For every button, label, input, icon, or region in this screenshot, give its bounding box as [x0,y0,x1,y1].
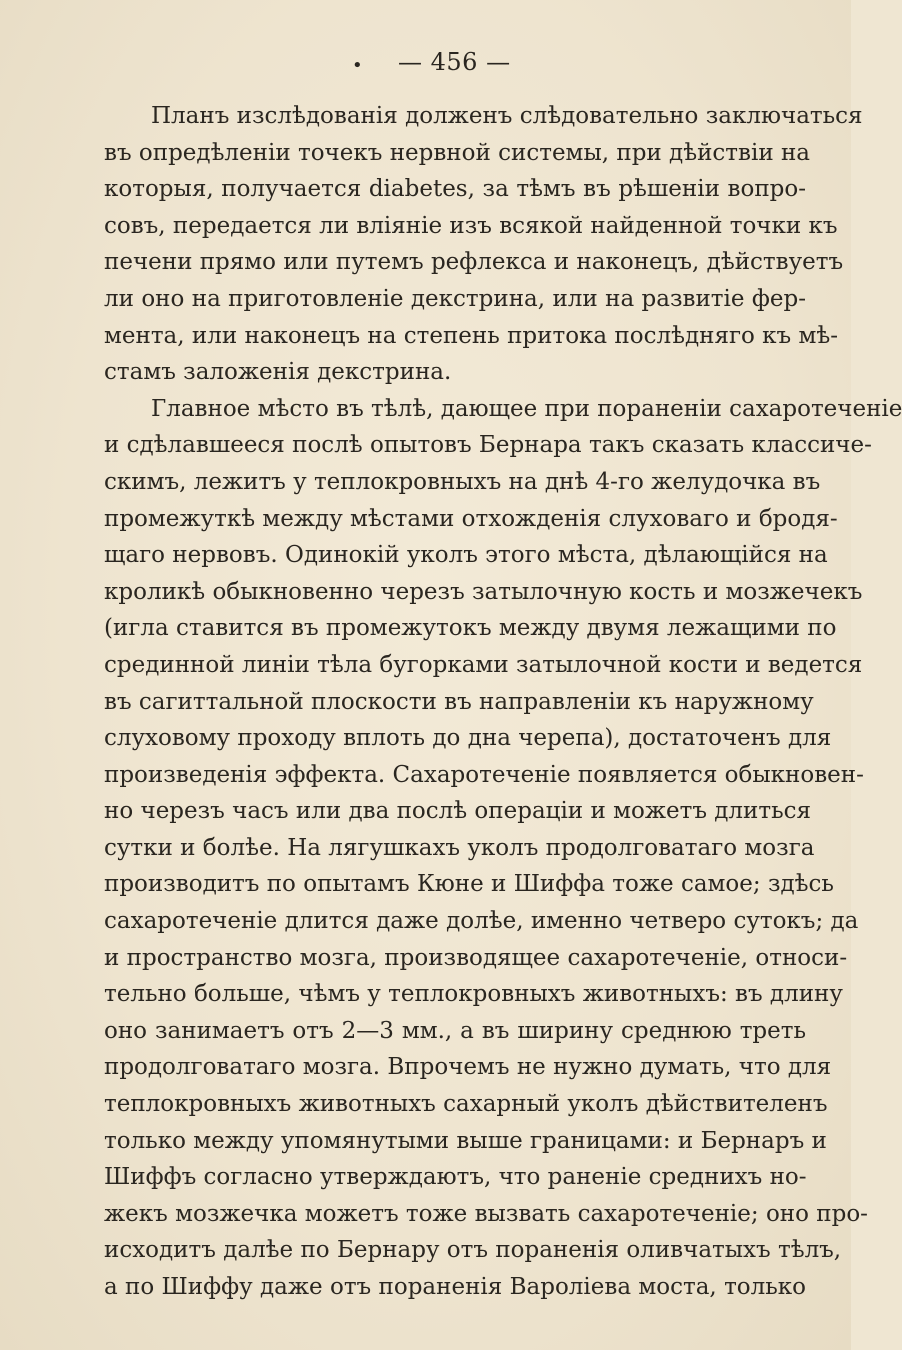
text-line: тельно больше, чѣмъ у теплокровныхъ животныхъ: въ длину [104,981,843,1008]
text-line: исходитъ далѣе по Бернару отъ пораненія оливчатыхъ тѣлъ, [104,1237,842,1264]
text-line: промежуткѣ между мѣстами отхожденія слуховаго и бродя- [104,505,838,532]
paragraph [104,98,863,391]
text-line: срединной линіи тѣла бугорками затылочной кости и ведется [104,651,863,678]
text-line: производитъ по опытамъ Кюне и Шиффа тоже самое; здѣсь [104,871,834,898]
text-line: совъ, передается ли вліяніе изъ всякой найденной точки къ [104,212,838,239]
text-line: сахаротеченіе длится даже долѣе, именно четверо сутокъ; да [104,908,859,935]
paragraph [104,391,902,1306]
text-line: но черезъ часъ или два послѣ операціи и можетъ длиться [104,798,812,825]
body-text [104,98,902,1306]
text-line: и сдѣлавшееся послѣ опытовъ Бернара такъ сказать классиче- [104,432,872,459]
text-line: кроликѣ обыкновенно черезъ затылочную кость и мозжечекъ [104,578,863,605]
text-line: которыя, получается diabetes, за тѣмъ въ рѣшеніи вопро- [104,176,806,203]
text-line: скимъ, лежитъ у теплокровныхъ на днѣ 4-го желудочка въ [104,468,821,495]
text-line: ли оно на приготовленіе декстрина, или на развитіе фер- [104,285,806,312]
text-line: (игла ставится въ промежутокъ между двумя лежащими по [104,615,837,642]
text-line: въ сагиттальной плоскости въ направленіи къ наружному [104,688,814,715]
page-dot-mark: • [352,55,363,76]
text-line: Главное мѣсто въ тѣлѣ, дающее при пораненіи сахаротеченіе [151,395,902,422]
text-line: стамъ заложенія декстрина. [104,359,452,386]
text-line: Шиффъ согласно утверждаютъ, что раненіе среднихъ но- [104,1164,807,1191]
text-line: теплокровныхъ животныхъ сахарный уколъ дѣйствителенъ [104,1091,828,1118]
text-line: продолговатаго мозга. Впрочемъ не нужно думать, что для [104,1054,832,1081]
text-line: мента, или наконецъ на степень притока послѣдняго къ мѣ- [104,322,839,349]
text-line: въ опредѣленіи точекъ нервной системы, при дѣйствіи на [104,139,811,166]
text-line: только между упомянутыми выше границами: и Бернаръ и [104,1127,827,1154]
text-line: жекъ мозжечка можетъ тоже вызвать сахаротеченіе; оно про- [104,1200,868,1227]
text-line: сутки и болѣе. На лягушкахъ уколъ продолговатаго мозга [104,834,815,861]
text-line: слуховому проходу вплоть до дна черепа), достаточенъ для [104,725,832,752]
text-line: щаго нервовъ. Одинокій уколъ этого мѣста, дѣлающійся на [104,542,828,569]
text-line: произведенія эффекта. Сахаротеченіе появляется обыкновен- [104,761,864,788]
text-line: Планъ изслѣдованія долженъ слѣдовательно заключаться [151,103,863,129]
text-line: и пространство мозга, производящее сахаротеченіе, относи- [104,944,848,971]
text-line: оно занимаетъ отъ 2—3 мм., а въ ширину среднюю треть [104,1017,806,1044]
text-line: печени прямо или путемъ рефлекса и наконецъ, дѣйствуетъ [104,249,844,276]
page-number: — 456 — [398,48,511,76]
text-line: а по Шиффу даже отъ пораненія Вароліева моста, только [104,1274,806,1300]
